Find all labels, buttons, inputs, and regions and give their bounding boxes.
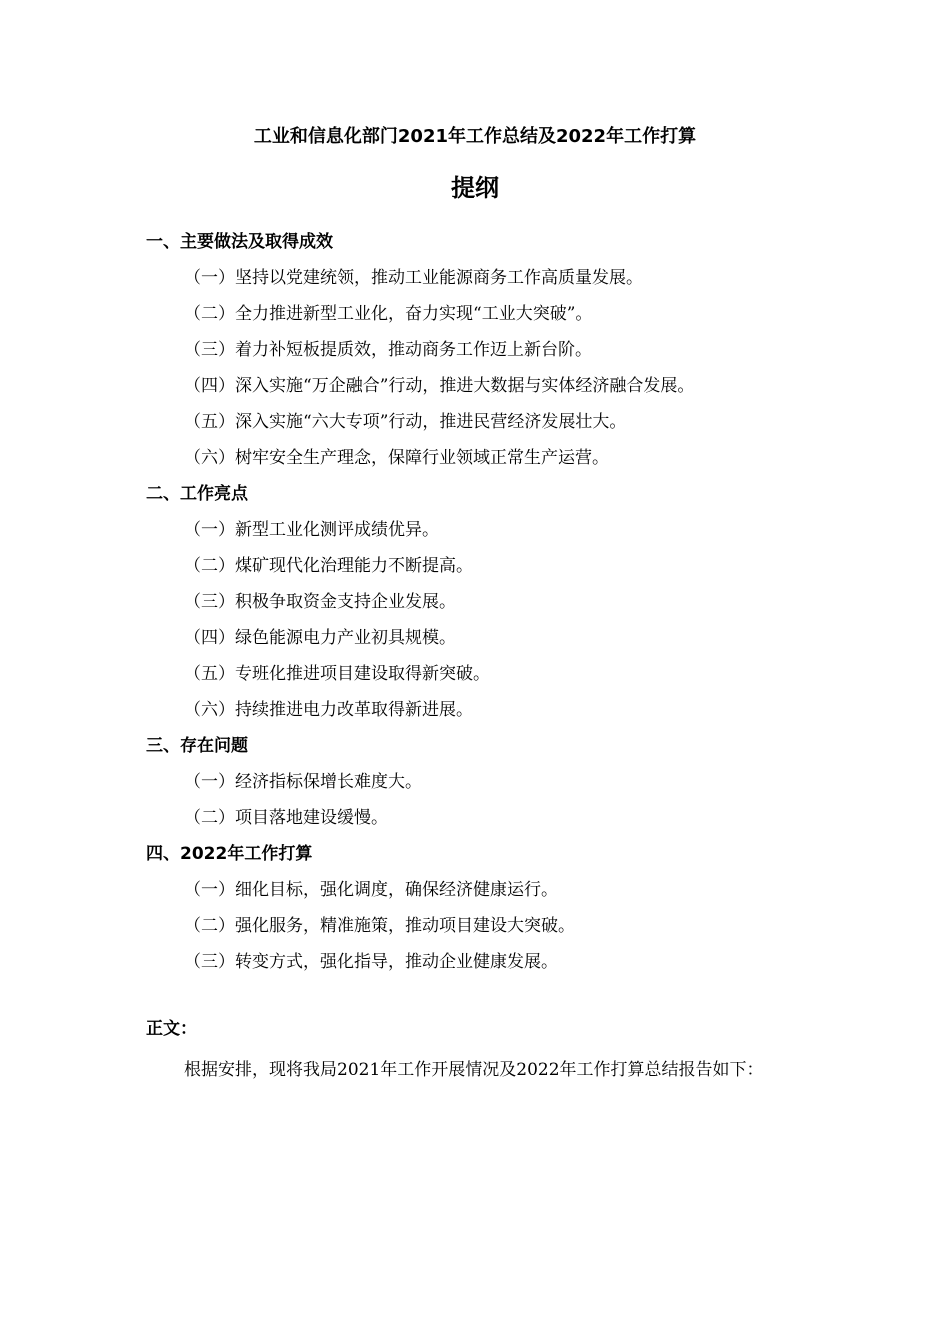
outline-section bbox=[146, 476, 826, 728]
section-heading: 一、主要做法及取得成效 bbox=[146, 232, 333, 252]
outline-item: （三）着力补短板提质效，推动商务工作迈上新台阶。 bbox=[184, 340, 592, 360]
outline bbox=[146, 224, 826, 980]
outline-item: （二）项目落地建设缓慢。 bbox=[184, 808, 388, 828]
outline-item: （一）细化目标，强化调度，确保经济健康运行。 bbox=[184, 880, 558, 900]
outline-item: （五）深入实施“六大专项”行动，推进民营经济发展壮大。 bbox=[184, 412, 627, 432]
outline-item: （三）积极争取资金支持企业发展。 bbox=[184, 592, 456, 612]
outline-item: （六）树牢安全生产理念，保障行业领域正常生产运营。 bbox=[184, 448, 609, 468]
section-heading: 四、2022年工作打算 bbox=[146, 844, 313, 864]
outline-section bbox=[146, 224, 826, 476]
outline-item: （三）转变方式，强化指导，推动企业健康发展。 bbox=[184, 952, 558, 972]
outline-item: （一）坚持以党建统领，推动工业能源商务工作高质量发展。 bbox=[184, 268, 643, 288]
document-title: 工业和信息化部门2021年工作总结及2022年工作打算 bbox=[253, 126, 697, 147]
section-heading: 二、工作亮点 bbox=[146, 484, 248, 504]
outline-item: （二）全力推进新型工业化，奋力实现“工业大突破”。 bbox=[184, 304, 593, 324]
outline-section bbox=[146, 728, 826, 836]
body-section bbox=[146, 1010, 810, 1092]
outline-item: （四）绿色能源电力产业初具规模。 bbox=[184, 628, 456, 648]
outline-item: （二）强化服务，精准施策，推动项目建设大突破。 bbox=[184, 916, 575, 936]
outline-item: （六）持续推进电力改革取得新进展。 bbox=[184, 700, 473, 720]
outline-item: （四）深入实施“万企融合”行动，推进大数据与实体经济融合发展。 bbox=[184, 376, 695, 396]
section-heading: 三、存在问题 bbox=[146, 736, 248, 756]
outline-section bbox=[146, 836, 826, 980]
body-paragraph: 根据安排，现将我局2021年工作开展情况及2022年工作打算总结报告如下： bbox=[184, 1060, 764, 1080]
outline-item: （五）专班化推进项目建设取得新突破。 bbox=[184, 664, 490, 684]
outline-item: （一）新型工业化测评成绩优异。 bbox=[184, 520, 439, 540]
document-subtitle: 提纲 bbox=[451, 174, 499, 202]
outline-item: （二）煤矿现代化治理能力不断提高。 bbox=[184, 556, 473, 576]
body-label: 正文： bbox=[146, 1019, 197, 1039]
outline-item: （一）经济指标保增长难度大。 bbox=[184, 772, 422, 792]
